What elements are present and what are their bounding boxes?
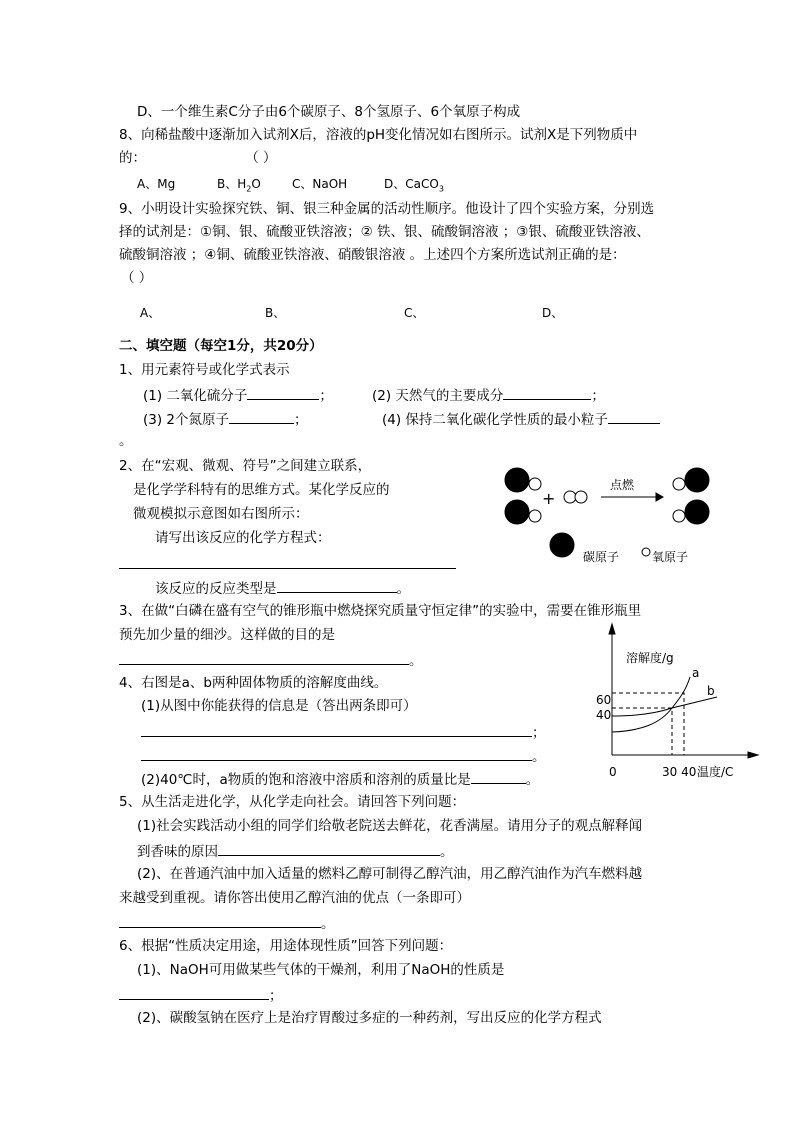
reaction-diagram — [505, 468, 709, 564]
y-tick: 60 — [596, 693, 612, 707]
f4-l3: (2)40℃时，a物质的饱和溶液中溶质和溶剂的质量比是 。 — [141, 769, 539, 787]
answer-blank[interactable] — [471, 769, 526, 784]
reaction-condition: 点燃 — [610, 478, 635, 492]
answer-bracket[interactable]: （ ） — [252, 150, 277, 166]
f1-period: 。 — [119, 433, 133, 449]
f1-p4: (4) 保持二氧化碳化学性质的最小粒子 — [382, 409, 660, 427]
guide-60 — [612, 693, 684, 755]
option-d[interactable]: D、CaCO$_3$ — [384, 177, 444, 194]
answer-blank[interactable] — [119, 913, 321, 928]
q8-stem: 8、向稀盐酸中逐渐加入试剂X后，溶液的pH变化情况如右图所示。试剂X是下列物质中 — [119, 127, 638, 143]
f3-l3: 。 — [119, 650, 423, 668]
f5-l2: (1)社会实践活动小组的同学们给敬老院送去鲜花，花香满屋。请用分子的观点解释闻 — [137, 818, 643, 834]
f3-l2: 预先加少量的细沙。这样做的目的是 — [119, 627, 335, 643]
q7-option-d: D、一个维生素C分子由6个碳原子、8个氢原子、6个氧原子构成 — [137, 104, 521, 120]
x-tick: 30 40 — [662, 765, 697, 779]
y-tick: 40 — [596, 708, 612, 722]
legend-carbon: 碳原子 — [583, 550, 620, 564]
carbon-atom — [685, 500, 709, 524]
answer-blank[interactable] — [141, 746, 532, 761]
oxygen-atom — [673, 478, 685, 490]
option-a[interactable]: A、 — [140, 306, 161, 320]
carbon-atom — [505, 468, 529, 492]
oxygen-atom — [529, 478, 541, 490]
f6-answer: ； — [119, 985, 283, 1003]
f2-l5: 该反应的反应类型是 。 — [155, 578, 410, 596]
solubility-chart — [596, 624, 758, 779]
y-axis-label: 溶解度/g — [626, 651, 674, 665]
f1-p3: (3) 2个氮原子 ； — [143, 409, 308, 427]
oxygen-atom — [564, 491, 576, 503]
f4-l1: 4、右图是a、b两种固体物质的溶解度曲线。 — [119, 675, 388, 691]
oxygen-legend-icon — [642, 548, 650, 556]
series-b-label: b — [707, 684, 715, 698]
q9-stem-1: 9、小明设计实验探究铁、铜、银三种金属的活动性顺序。他设计了四个实验方案，分别选 — [119, 201, 655, 217]
legend-oxygen: 氧原子 — [652, 550, 689, 564]
answer-blank[interactable] — [119, 650, 409, 665]
option-b[interactable]: B、$H_2O$ — [217, 177, 261, 194]
series-a-label: a — [692, 666, 700, 680]
f5-answer: 。 — [119, 913, 335, 931]
f6-l3: (2)、碳酸氢钠在医疗上是治疗胃酸过多症的一种药剂，写出反应的化学方程式 — [137, 1010, 602, 1026]
answer-blank[interactable] — [141, 722, 532, 737]
f5-l3: 到香味的原因 。 — [137, 841, 454, 859]
f1-p1: (1) 二氧化硫分子 ； — [143, 385, 333, 403]
f5-l1: 5、从生活走进化学，从化学走向社会。请回答下列问题： — [119, 794, 466, 810]
oxygen-atom — [575, 491, 587, 503]
f6-l2: (1)、NaOH可用做某些气体的干燥剂，利用了NaOH的性质是 — [137, 962, 505, 978]
q8-stem-text: 的： — [119, 150, 146, 166]
section-title: 二、填空题（每空1分，共20分） — [119, 338, 323, 354]
carbon-atom — [505, 500, 529, 524]
f2-l2: 是化学学科特有的思维方式。某化学反应的 — [133, 482, 390, 498]
answer-blank[interactable] — [119, 985, 269, 1000]
f2-l1: 2、在“宏观、微观、符号”之间建立联系， — [119, 458, 372, 474]
option-a[interactable]: A、Mg — [137, 177, 176, 191]
x-axis-arrow-icon — [748, 752, 758, 758]
f2-l3: 微观模拟示意图如右图所示： — [133, 506, 309, 522]
f4-l2: (1)从图中你能获得的信息是（答出两条即可） — [141, 698, 417, 714]
curve-a — [612, 677, 690, 732]
option-c[interactable]: C、NaOH — [292, 177, 348, 191]
option-d[interactable]: D、 — [542, 306, 564, 320]
carbon-atom — [685, 468, 709, 492]
y-axis-arrow-icon — [609, 624, 615, 634]
f5-l5: 来越受到重视。请你答出使用乙醇汽油的优点（一条即可） — [119, 890, 470, 906]
carbon-legend-icon — [550, 533, 574, 557]
answer-blank[interactable] — [218, 841, 440, 856]
curve-b — [612, 697, 717, 716]
f6-l1: 6、根据“性质决定用途，用途体现性质”回答下列问题： — [119, 938, 453, 954]
f1-p2: (2) 天然气的主要成分 ； — [372, 385, 605, 403]
option-c[interactable]: C、 — [404, 306, 425, 320]
plus-sign: + — [542, 489, 556, 508]
x-axis-label: 温度/C — [697, 765, 734, 779]
q9-stem-3: 硫酸铜溶液 ；④铜、硫酸亚铁溶液、硝酸银溶液 。上述四个方案所选试剂正确的是： — [119, 247, 626, 263]
answer-bracket[interactable]: （ ） — [121, 270, 153, 286]
f5-l4: (2)、在普通汽油中加入适量的燃料乙醇可制得乙醇汽油，用乙醇汽油作为汽车燃料越 — [137, 866, 643, 882]
option-b[interactable]: B、 — [265, 306, 286, 320]
oxygen-atom — [529, 510, 541, 522]
f4-answer-2: 。 — [141, 746, 546, 764]
f4-answer-1: ； — [141, 722, 546, 740]
oxygen-atom — [673, 510, 685, 522]
arrow-head-icon — [656, 493, 663, 501]
q9-stem-2: 择的试剂是：①铜、银、硫酸亚铁溶液；② 铁、银、硫酸铜溶液 ；③银、硫酸亚铁溶液、 — [119, 224, 650, 240]
x-tick: 0 — [609, 765, 617, 779]
f3-l1: 3、在做“白磷在盛有空气的锥形瓶中燃烧探究质量守恒定律”的实验中，需要在锥形瓶里 — [119, 603, 642, 619]
f2-l4: 请写出该反应的化学方程式： — [155, 530, 331, 546]
f1-stem: 1、用元素符号或化学式表示 — [119, 362, 290, 378]
